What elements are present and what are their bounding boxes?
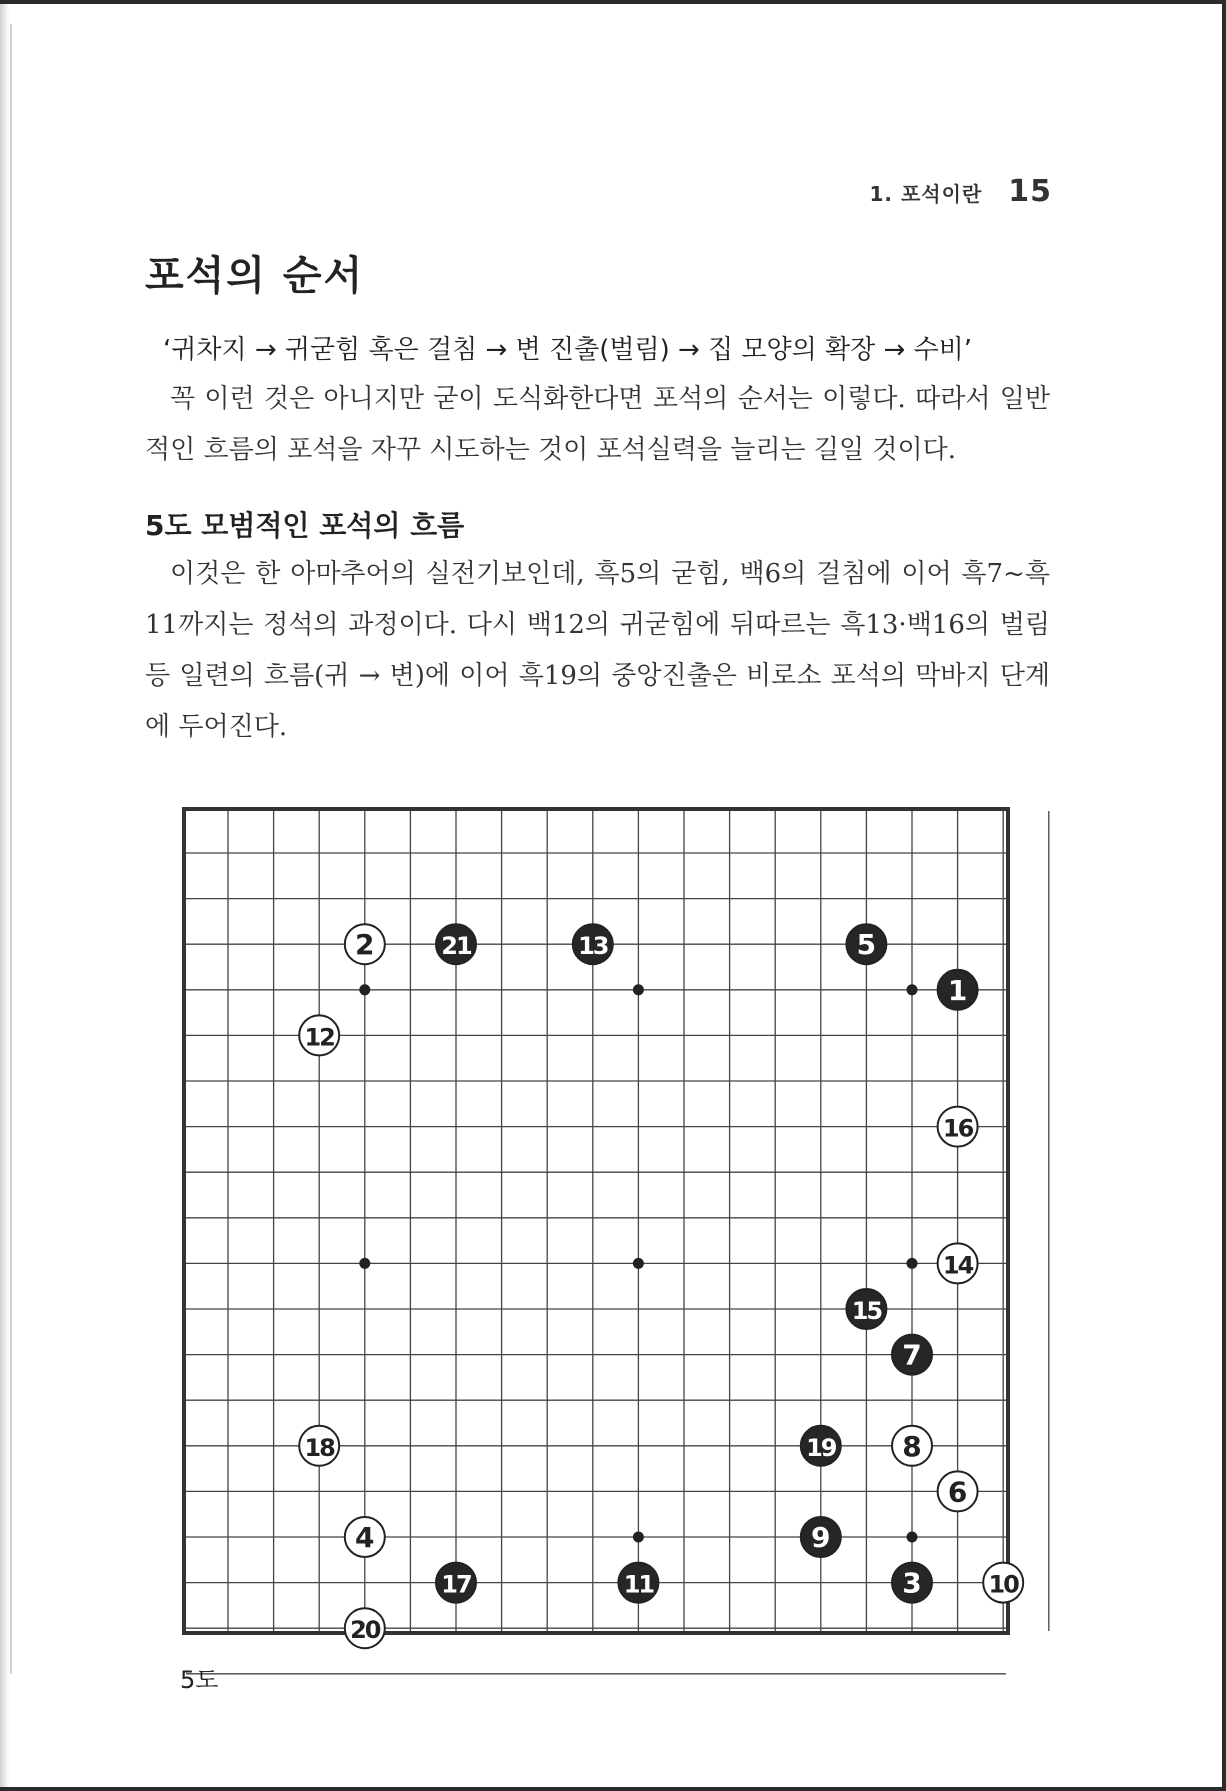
black-stone-11 xyxy=(618,1563,658,1603)
black-stone-9 xyxy=(801,1517,841,1557)
paragraph-2-text: 이것은 한 아마추어의 실전기보인데, 흑5의 굳힘, 백6의 걸침에 이어 흑7~흑11까지는 정석의 과정이다. 다시 백12의 귀굳힘에 뒤따르는 흑13·백16의 벌림 등 일련의 흐름(귀 → 변)에 이어 흑19의 중앙진출은 비로소 포석의 막바지 단계에 두어진다. xyxy=(145,559,1050,742)
move-number: 13 xyxy=(578,932,608,961)
section-title: 포석의 순서 xyxy=(145,253,365,299)
move-number: 1 xyxy=(947,973,968,1007)
white-stone-16 xyxy=(938,1107,978,1147)
star-point xyxy=(907,984,918,995)
move-number: 7 xyxy=(902,1338,922,1372)
paragraph-1-text: 꼭 이런 것은 아니지만 굳이 도식화한다면 포석의 순서는 이렇다. 따라서 일반적인 흐름의 포석을 자꾸 시도하는 것이 포석실력을 늘리는 길일 것이다. xyxy=(145,384,1050,465)
move-number: 16 xyxy=(942,1114,973,1143)
running-head xyxy=(870,174,1052,209)
body-paragraph-2 xyxy=(145,549,1050,753)
white-stone-20 xyxy=(345,1608,385,1648)
move-number: 21 xyxy=(441,932,471,961)
white-stone-12 xyxy=(299,1015,339,1055)
go-board xyxy=(182,807,1018,1645)
star-point xyxy=(907,1532,918,1543)
move-number: 19 xyxy=(806,1433,836,1462)
spine-edge-line xyxy=(10,24,12,1674)
move-number: 15 xyxy=(851,1297,882,1325)
move-number: 9 xyxy=(811,1521,831,1554)
white-stone-6 xyxy=(938,1471,978,1511)
black-stone-19 xyxy=(801,1426,841,1466)
page-number: 15 xyxy=(1008,174,1052,209)
white-stone-18 xyxy=(299,1426,339,1466)
move-number: 14 xyxy=(942,1251,973,1280)
black-stone-13 xyxy=(573,924,613,964)
opening-flow-summary: ‘귀차지 → 귀굳힘 혹은 걸침 → 변 진출(벌림) → 집 모양의 확장 → 수비’ xyxy=(163,335,973,365)
chapter-title: 1. 포석이란 xyxy=(869,182,983,206)
black-stone-21 xyxy=(436,924,476,964)
move-number: 10 xyxy=(988,1570,1018,1599)
star-point xyxy=(633,984,644,995)
page-spine xyxy=(0,4,10,1787)
star-point xyxy=(633,1532,644,1543)
body-paragraph-1 xyxy=(145,374,1050,476)
white-stone-10 xyxy=(983,1563,1023,1603)
black-stone-17 xyxy=(436,1563,476,1603)
white-stone-14 xyxy=(938,1243,978,1283)
black-stone-5 xyxy=(846,924,886,964)
move-number: 6 xyxy=(947,1475,968,1509)
black-stone-7 xyxy=(892,1335,932,1375)
star-point xyxy=(359,984,370,995)
black-stone-3 xyxy=(892,1563,932,1603)
star-point xyxy=(633,1258,644,1269)
move-number: 12 xyxy=(304,1023,334,1052)
black-stone-1 xyxy=(938,970,978,1010)
move-number: 5 xyxy=(856,928,877,962)
white-stone-2 xyxy=(345,924,385,964)
star-point xyxy=(359,1258,370,1269)
move-number: 18 xyxy=(304,1433,334,1462)
book-page xyxy=(0,4,1222,1787)
move-number: 3 xyxy=(902,1566,922,1600)
black-stone-15 xyxy=(846,1289,886,1329)
go-board-diagram xyxy=(182,807,1018,1645)
white-stone-4 xyxy=(345,1517,385,1557)
diagram-caption: 5도 xyxy=(180,1666,219,1694)
diagram-subheading: 5도 모범적인 포석의 흐름 xyxy=(145,509,465,542)
move-number: 11 xyxy=(623,1570,654,1599)
star-point xyxy=(907,1258,918,1269)
move-number: 4 xyxy=(355,1521,375,1554)
move-number: 20 xyxy=(350,1616,380,1645)
white-stone-8 xyxy=(892,1426,932,1466)
move-number: 2 xyxy=(355,928,375,962)
move-number: 17 xyxy=(441,1570,471,1599)
move-number: 8 xyxy=(902,1429,922,1463)
